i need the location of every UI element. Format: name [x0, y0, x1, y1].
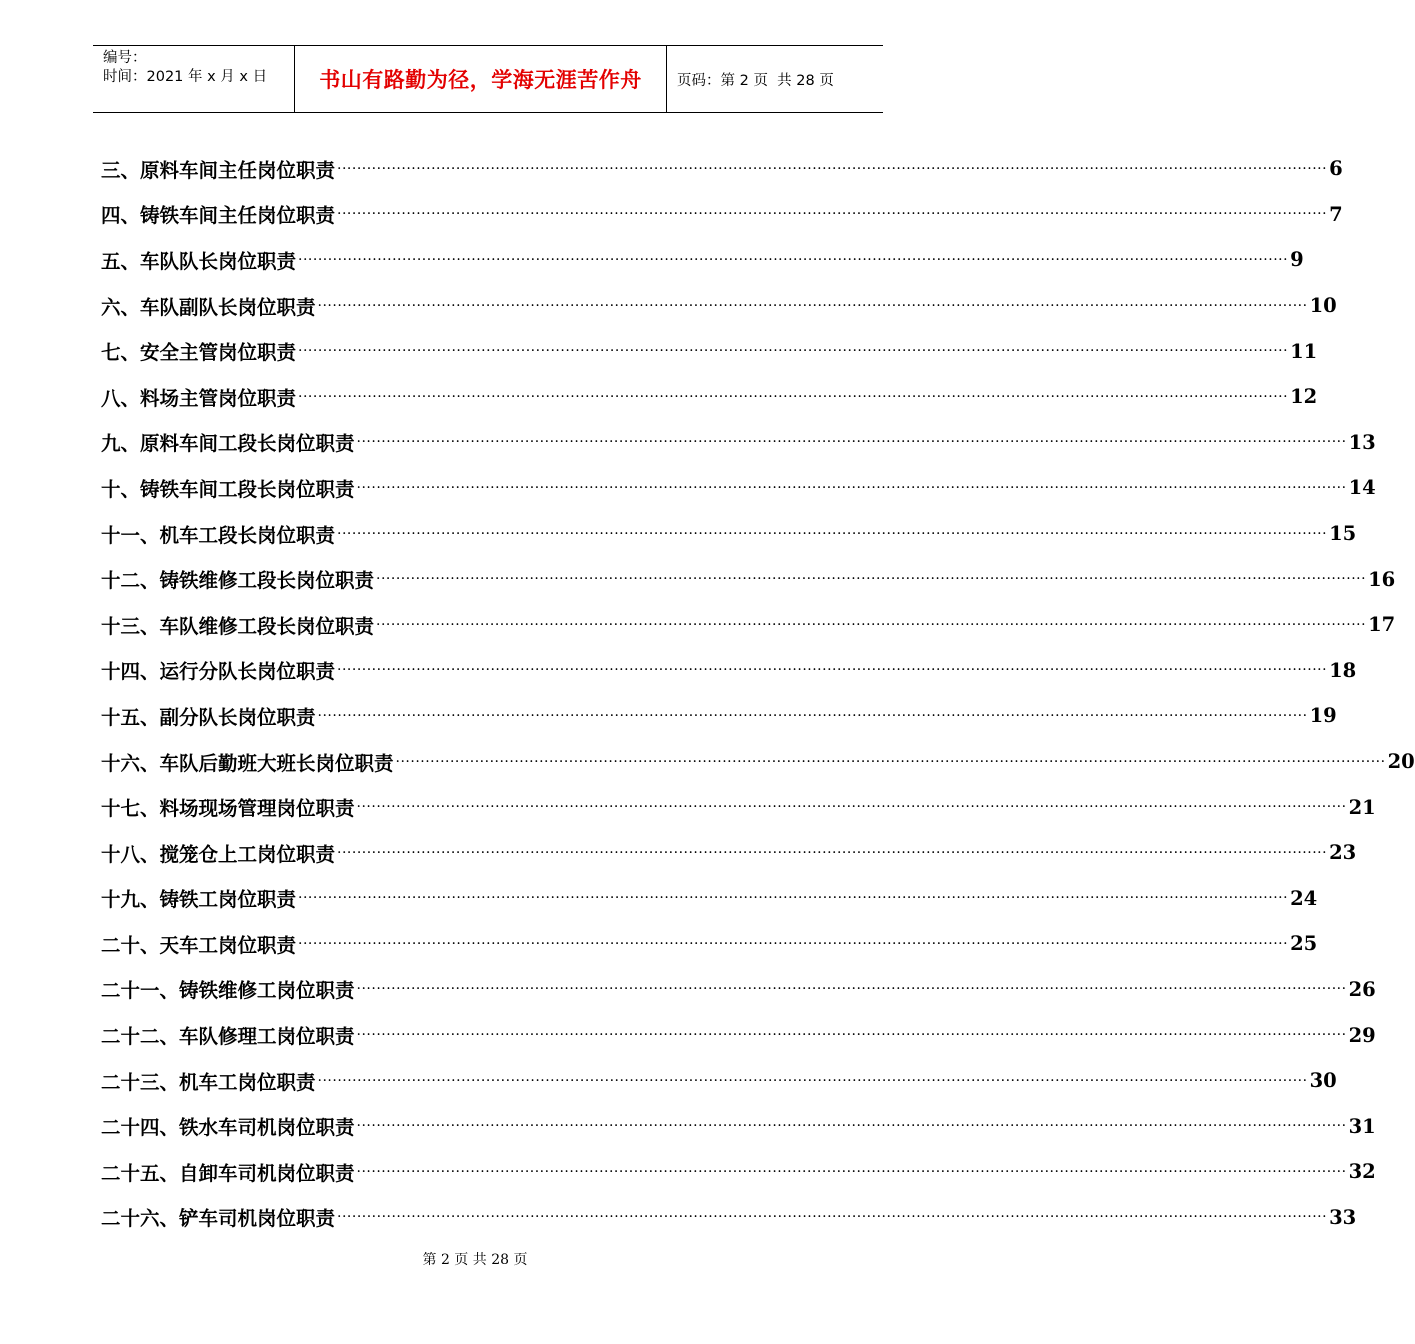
- toc-dot-leader: ········································································································································································································: [356, 799, 1347, 816]
- toc-dot-leader: ········································································································································································································: [317, 297, 1308, 314]
- toc-entry[interactable]: [101, 465, 1376, 511]
- toc-entry-page-number: 17: [1368, 613, 1396, 637]
- toc-entry-title: 二十三、机车工岗位职责: [101, 1070, 316, 1094]
- toc-entry-page-number: 16: [1368, 567, 1396, 591]
- toc-entry-title: 八、料场主管岗位职责: [101, 386, 297, 410]
- toc-entry[interactable]: [101, 784, 1376, 830]
- toc-dot-leader: ········································································································································································································: [317, 707, 1308, 724]
- toc-entry-title: 三、原料车间主任岗位职责: [101, 158, 336, 182]
- toc-dot-leader: ········································································································································································································: [356, 1027, 1347, 1044]
- toc-entry-page-number: 18: [1329, 658, 1357, 682]
- toc-entry-title: 十七、料场现场管理岗位职责: [101, 797, 355, 821]
- toc-dot-leader: ········································································································································································································: [317, 1072, 1308, 1089]
- toc-entry-page-number: 24: [1290, 886, 1318, 910]
- page-footer: 第 2 页 共 28 页: [422, 1252, 528, 1268]
- toc-entry[interactable]: [101, 830, 1357, 876]
- toc-entry[interactable]: [101, 602, 1396, 648]
- toc-entry-page-number: 33: [1329, 1205, 1357, 1229]
- toc-entry-title: 十、铸铁车间工段长岗位职责: [101, 477, 355, 501]
- toc-dot-leader: ········································································································································································································: [298, 890, 1289, 907]
- toc-entry[interactable]: [101, 921, 1318, 967]
- toc-entry-title: 九、原料车间工段长岗位职责: [101, 432, 355, 456]
- toc-entry-page-number: 6: [1329, 157, 1343, 181]
- toc-entry-title: 六、车队副队长岗位职责: [101, 295, 316, 319]
- toc-entry[interactable]: [101, 192, 1343, 238]
- toc-entry[interactable]: [101, 967, 1376, 1013]
- toc-entry-page-number: 32: [1348, 1160, 1376, 1184]
- toc-dot-leader: ········································································································································································································: [298, 251, 1289, 268]
- toc-entry-page-number: 12: [1290, 385, 1318, 409]
- toc-entry-title: 十八、搅笼仓上工岗位职责: [101, 842, 336, 866]
- toc-entry[interactable]: [101, 283, 1337, 329]
- toc-entry-title: 二十五、自卸车司机岗位职责: [101, 1161, 355, 1185]
- page-header: [93, 45, 883, 113]
- toc-entry-page-number: 19: [1309, 704, 1337, 728]
- toc-entry-title: 十三、车队维修工段长岗位职责: [101, 614, 375, 638]
- toc-dot-leader: ········································································································································································································: [376, 571, 1367, 588]
- toc-dot-leader: ········································································································································································································: [356, 1163, 1347, 1180]
- toc-entry[interactable]: [101, 1103, 1376, 1149]
- toc-dot-leader: ········································································································································································································: [337, 1209, 1328, 1226]
- toc-entry-title: 十五、副分队长岗位职责: [101, 705, 316, 729]
- toc-entry-title: 二十二、车队修理工岗位职责: [101, 1025, 355, 1049]
- table-of-contents: [101, 146, 1415, 1240]
- toc-dot-leader: ········································································································································································································: [337, 662, 1328, 679]
- toc-entry[interactable]: [101, 511, 1357, 557]
- toc-dot-leader: ········································································································································································································: [337, 525, 1328, 542]
- toc-dot-leader: ········································································································································································································: [376, 616, 1367, 633]
- toc-entry[interactable]: [101, 1012, 1376, 1058]
- toc-entry-page-number: 31: [1348, 1114, 1376, 1138]
- toc-entry[interactable]: [101, 739, 1415, 785]
- header-page-info: 页码：第 2 页 共 28 页: [677, 72, 834, 89]
- header-motto: 书山有路勤为径，学海无涯苦作舟: [295, 46, 667, 112]
- toc-entry-page-number: 21: [1348, 795, 1376, 819]
- toc-entry[interactable]: [101, 146, 1343, 192]
- toc-entry-title: 十二、铸铁维修工段长岗位职责: [101, 569, 375, 593]
- toc-dot-leader: ········································································································································································································: [356, 981, 1347, 998]
- toc-entry-page-number: 26: [1348, 977, 1376, 1001]
- toc-entry[interactable]: [101, 237, 1304, 283]
- toc-entry-title: 十六、车队后勤班大班长岗位职责: [101, 751, 394, 775]
- toc-entry-page-number: 20: [1387, 750, 1415, 774]
- toc-dot-leader: ········································································································································································································: [395, 753, 1386, 770]
- toc-entry-title: 十一、机车工段长岗位职责: [101, 523, 336, 547]
- toc-entry-title: 二十四、铁水车司机岗位职责: [101, 1116, 355, 1140]
- toc-dot-leader: ········································································································································································································: [337, 844, 1328, 861]
- toc-entry-page-number: 10: [1309, 294, 1337, 318]
- header-meta: [93, 46, 295, 112]
- toc-entry-page-number: 23: [1329, 841, 1357, 865]
- toc-dot-leader: ········································································································································································································: [298, 935, 1289, 952]
- toc-entry[interactable]: [101, 1058, 1337, 1104]
- toc-entry[interactable]: [101, 693, 1337, 739]
- toc-entry-page-number: 14: [1348, 476, 1376, 500]
- toc-entry[interactable]: [101, 420, 1376, 466]
- toc-entry-title: 二十、天车工岗位职责: [101, 933, 297, 957]
- toc-entry-title: 二十一、铸铁维修工岗位职责: [101, 979, 355, 1003]
- toc-dot-leader: ········································································································································································································: [337, 206, 1328, 223]
- toc-entry-title: 五、车队队长岗位职责: [101, 249, 297, 273]
- document-time-label: 时间：2021 年 x 月 x 日: [103, 69, 268, 85]
- toc-entry[interactable]: [101, 328, 1318, 374]
- toc-entry-page-number: 7: [1329, 202, 1343, 226]
- toc-entry-title: 七、安全主管岗位职责: [101, 341, 297, 365]
- toc-entry[interactable]: [101, 556, 1396, 602]
- toc-entry-page-number: 13: [1348, 430, 1376, 454]
- toc-entry-title: 四、铸铁车间主任岗位职责: [101, 204, 336, 228]
- toc-entry-page-number: 11: [1290, 339, 1318, 363]
- document-number-label: 编号：: [103, 50, 147, 66]
- toc-dot-leader: ········································································································································································································: [356, 479, 1347, 496]
- toc-entry-page-number: 29: [1348, 1023, 1376, 1047]
- toc-dot-leader: ········································································································································································································: [298, 343, 1289, 360]
- toc-entry-page-number: 15: [1329, 522, 1357, 546]
- toc-entry-title: 二十六、铲车司机岗位职责: [101, 1207, 336, 1231]
- toc-entry-page-number: 25: [1290, 932, 1318, 956]
- toc-dot-leader: ········································································································································································································: [356, 1118, 1347, 1135]
- toc-entry[interactable]: [101, 374, 1318, 420]
- toc-entry-page-number: 30: [1309, 1069, 1337, 1093]
- toc-entry[interactable]: [101, 648, 1357, 694]
- toc-dot-leader: ········································································································································································································: [298, 388, 1289, 405]
- toc-entry-page-number: 9: [1290, 248, 1304, 272]
- toc-entry[interactable]: [101, 1149, 1376, 1195]
- toc-entry[interactable]: [101, 1195, 1357, 1241]
- toc-entry-title: 十九、铸铁工岗位职责: [101, 888, 297, 912]
- toc-dot-leader: ········································································································································································································: [356, 434, 1347, 451]
- toc-entry-title: 十四、运行分队长岗位职责: [101, 660, 336, 684]
- toc-entry[interactable]: [101, 876, 1318, 922]
- toc-dot-leader: ········································································································································································································: [337, 160, 1328, 177]
